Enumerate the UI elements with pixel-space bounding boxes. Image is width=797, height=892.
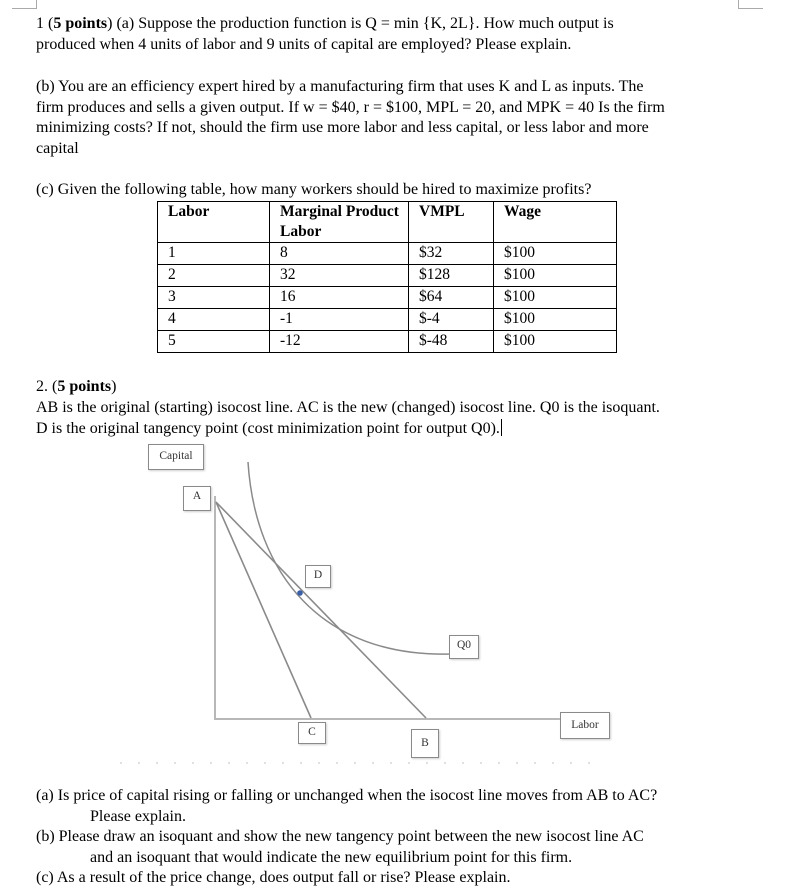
cell-vmpl: $-4 xyxy=(409,309,494,331)
cell-vmpl: $-48 xyxy=(409,331,494,353)
point-a-label: A xyxy=(183,486,211,511)
q1-b-line: minimizing costs? If not, should the firm use more labor and less capital, or less labor and more xyxy=(36,119,649,136)
q1-line-1: 1 (5 points) (a) Suppose the production function is Q = min {K, 2L}. How much output is xyxy=(36,15,614,32)
cell-vmpl: $128 xyxy=(409,265,494,287)
point-b-label: B xyxy=(411,729,439,758)
capital-axis-label: Capital xyxy=(148,444,204,470)
point-c-label: C xyxy=(298,722,326,744)
q2-question-b-cont: and an isoquant that would indicate the new equilibrium point for this firm. xyxy=(90,848,573,866)
q1-points: 5 points xyxy=(53,15,108,32)
cell-wage: $100 xyxy=(494,309,617,331)
cell-mpl: -12 xyxy=(270,331,409,353)
q2-intro-line-2: D is the original tangency point (cost minimization point for output Q0). xyxy=(36,419,500,437)
q1-part-c: (c) Given the following table, how many workers should be hired to maximize profits? xyxy=(36,181,592,198)
header-marginal-product: Marginal Product Labor xyxy=(270,202,409,243)
isoquant-q0-label: Q0 xyxy=(449,635,479,659)
cell-mpl: 8 xyxy=(270,243,409,265)
header-vmpl: VMPL xyxy=(409,202,494,243)
cell-vmpl: $32 xyxy=(409,243,494,265)
q2-points: 5 points xyxy=(57,378,112,395)
header-labor: Labor xyxy=(158,202,270,243)
cell-mpl: -1 xyxy=(270,309,409,331)
q2-question-a: (a) Is price of capital rising or falling or unchanged when the isocost line moves from AB to AC? xyxy=(36,787,658,804)
cell-labor: 1 xyxy=(158,243,270,265)
q2-heading: 2. (5 points) xyxy=(36,378,117,395)
cell-wage: $100 xyxy=(494,265,617,287)
cell-wage: $100 xyxy=(494,287,617,309)
cell-mpl: 32 xyxy=(270,265,409,287)
q2-question-a-cont: Please explain. xyxy=(90,807,186,825)
cell-wage: $100 xyxy=(494,243,617,265)
cell-labor: 4 xyxy=(158,309,270,331)
header-wage: Wage xyxy=(494,202,617,243)
cell-vmpl: $64 xyxy=(409,287,494,309)
q2-questions xyxy=(36,786,776,889)
cell-labor: 3 xyxy=(158,287,270,309)
isoquant-curve xyxy=(248,462,452,654)
cell-mpl: 16 xyxy=(270,287,409,309)
cell-labor: 5 xyxy=(158,331,270,353)
q2-question-c: (c) As a result of the price change, does output fall or rise? Please explain. xyxy=(36,869,511,886)
isocost-line-ab xyxy=(216,502,426,718)
isocost-line-ac xyxy=(216,502,311,718)
tangency-point-d xyxy=(297,590,303,596)
cell-labor: 2 xyxy=(158,265,270,287)
q2-question-b: (b) Please draw an isoquant and show the new tangency point between the new isocost line AC xyxy=(36,828,644,845)
point-d-label: D xyxy=(305,565,331,588)
q1-b-line: capital xyxy=(36,139,79,157)
labor-axis-label: Labor xyxy=(560,712,610,739)
q1-b-line: firm produces and sells a given output. If w = $40, r = $100, MPL = 20, and MPK = 40 Is the firm xyxy=(36,98,665,116)
q1-b-line: (b) You are an efficiency expert hired by a manufacturing firm that uses K and L as inputs. The xyxy=(36,78,644,95)
q2-intro-line-1: AB is the original (starting) isocost line. AC is the new (changed) isocost line. Q0 is the isoquant. xyxy=(36,399,660,416)
cell-wage: $100 xyxy=(494,331,617,353)
q1-line-2: produced when 4 units of labor and 9 units of capital are employed? Please explain. xyxy=(36,35,572,53)
